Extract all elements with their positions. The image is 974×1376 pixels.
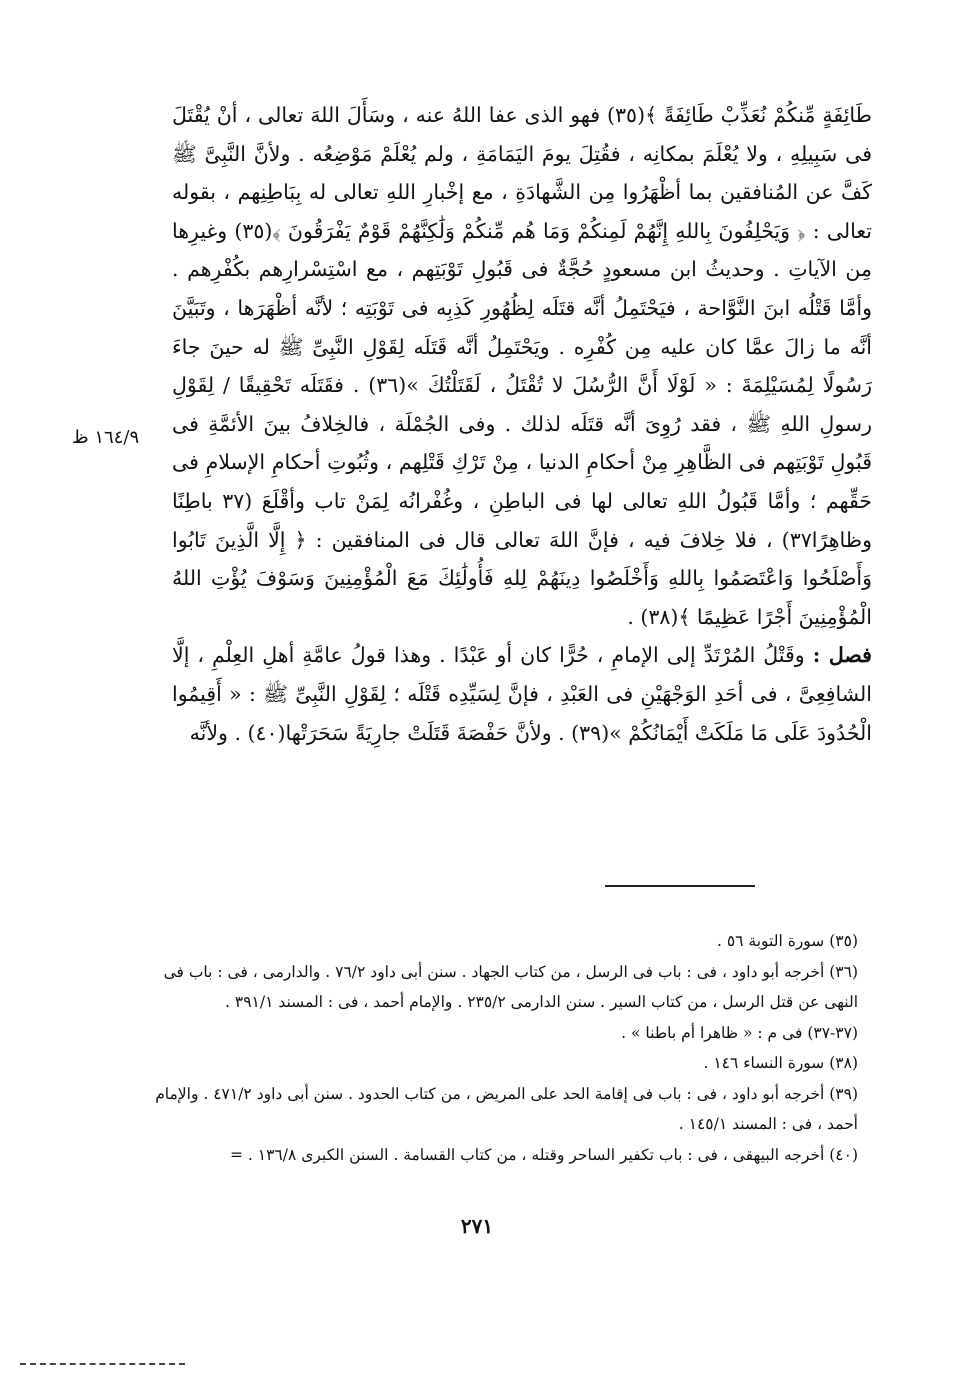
paragraph: طَائِفَةٍ مِّنكُمْ نُعَذِّبْ طَائِفَةً ﴾(٣٥) فهو الذى عفا اللهُ عنه ، وسَأَلَ اللهَ تعالى ، أنْ يُقْتَلَ فى سَبِيلِهِ ، ولا يُعْلَمَ بمكانِه ، فقُتِلَ يومَ اليَمَامَةِ ، ولم يُعْلَمْ مَوْضِعُه . ولأنَّ النَّبِىَّ ﷺ كَفَّ عن المُنافقين بما أظْهَرُوا مِن الشَّهادَةِ ، مع إخْبارِ اللهِ تعالى له بِبَاطِنِهم ، بقوله تعالى : ﴿ وَيَحْلِفُونَ بِاللهِ إِنَّهُمْ لَمِنكُمْ وَمَا هُم مِّنكُمْ وَلَٰكِنَّهُمْ قَوْمٌ يَفْرَقُونَ ﴾(٣٥) وغيرِها مِن الآياتِ . وحديثُ ابن مسعودٍ حُجَّةٌ فى قَبُولِ تَوْبَتِهم ، مع اسْتِسْرارِهم بكُفْرِهم . وأمَّا قَتْلُه ابنَ النَّوَّاحة ، فيَحْتَمِلُ أنَّه قتَلَه لِظُهُورِ كَذِبِه فى تَوْبَتِه ؛ لأنَّه أظْهَرَها ، وتَبَيَّنَ أنَّه ما زالَ عمَّا كان عليه مِن كُفْرِه . ويَحْتَمِلُ أنَّه قَتَلَه لِقَوْلِ النَّبِىِّ ﷺ له حينَ جاءَ رَسُولًا لِمُسَيْلِمَةَ : « لَوْلَا أَنَّ الرُّسُلَ لا تُقْتَلُ ، لَقَتَلْتُكَ »(٣٦) . فقَتَلَه تَحْقِيقًا / لِقَوْلِ رسولِ اللهِ ﷺ ، فقد رُوِىَ أنَّه قتَلَه لذلك . وفى الجُمْلَة ، فالخِلافُ بينَ الأئمَّةِ فى قَبُولِ تَوْبَتِهم فى الظَّاهِرِ مِنْ أحكامِ الدنيا ، مِنْ تَرْكِ قَتْلِهم ، وثُبُوتِ أحكامِ الإسلامِ فى حَقِّهم ؛ وأمَّا قَبُولُ اللهِ تعالى لها فى الباطِنِ ، وغُفْرانُه لِمَنْ تاب وأقْلَعَ (٣٧ باطِنًا وظاهِرًا٣٧) ، فلا خِلافَ فيه ، فإنَّ اللهَ تعالى قال فى المنافقين : ﴿ إِلَّا الَّذِينَ تَابُوا وَأَصْلَحُوا وَاعْتَصَمُوا بِاللهِ وَأَخْلَصُوا دِينَهُمْ لِلهِ فَأُولَٰئِكَ مَعَ الْمُؤْمِنِينَ وَسَوْفَ يُؤْتِ اللهُ الْمُؤْمِنِينَ أَجْرًا عَظِيمًا ﴾(٣٨) . xyxy=(172,103,872,629)
scan-edge-marks xyxy=(20,1363,185,1365)
fasl-text: وقَتْلُ المُرْتَدِّ إلى الإمامِ ، حُرًّا كان أو عَبْدًا . وهذا قولُ عامَّةِ أهلِ العِلْمِ ، إلَّا الشافِعِىَّ ، فى أحَدِ الوَجْهَيْنِ فى العَبْدِ ، فإنَّ لِسَيِّدِه قَتْلَه ؛ لِقَوْلِ النَّبِىِّ ﷺ : « أَقِيمُوا الْحُدُودَ عَلَى مَا مَلَكَتْ أَيْمَانُكُمْ »(٣٩) . ولأنَّ حَفْصَةَ قَتَلَتْ جارِيَةً سَحَرَتْها(٤٠) . ولأنَّه xyxy=(172,643,872,745)
footnote: (٣٩) أخرجه أبو داود ، فى : باب فى إقامة الحد على المريض ، من كتاب الحدود . سنن أبى داود ٤٧١/٢ . والإمام أحمد ، فى : المسند ١٤٥/١ . xyxy=(155,1084,858,1133)
footnote: (٤٠) أخرجه البيهقى ، فى : باب تكفير الساحر وقتله ، من كتاب القسامة . السنن الكبرى ١٣٦/٨ . = xyxy=(229,1145,858,1164)
footnotes xyxy=(128,926,858,1170)
footnote-separator xyxy=(605,885,755,887)
manuscript-folio-note: ١٦٤/٩ ظ xyxy=(72,427,140,448)
footnote: (٣٨) سورة النساء ١٤٦ . xyxy=(703,1054,858,1072)
section-label: فصل : xyxy=(812,643,872,668)
main-text xyxy=(172,96,872,752)
footnote: (٣٥) سورة التوبة ٥٦ . xyxy=(716,932,858,950)
footnote: (٣٧-٣٧) فى م : « ظاهرا أم باطنا » . xyxy=(621,1023,858,1042)
footnote: (٣٦) أخرجه أبو داود ، فى : باب فى الرسل ، من كتاب الجهاد . سنن أبى داود ٧٦/٢ . والدارمى ، فى : باب فى النهى عن قتل الرسل ، من كتاب السير . سنن الدارمى ٢٣٥/٢ . والإمام أحمد ، فى : المسند ٣٩١/١ . xyxy=(163,962,858,1011)
page-number: ٢٧١ xyxy=(460,1214,494,1238)
fasl-paragraph xyxy=(172,636,872,752)
